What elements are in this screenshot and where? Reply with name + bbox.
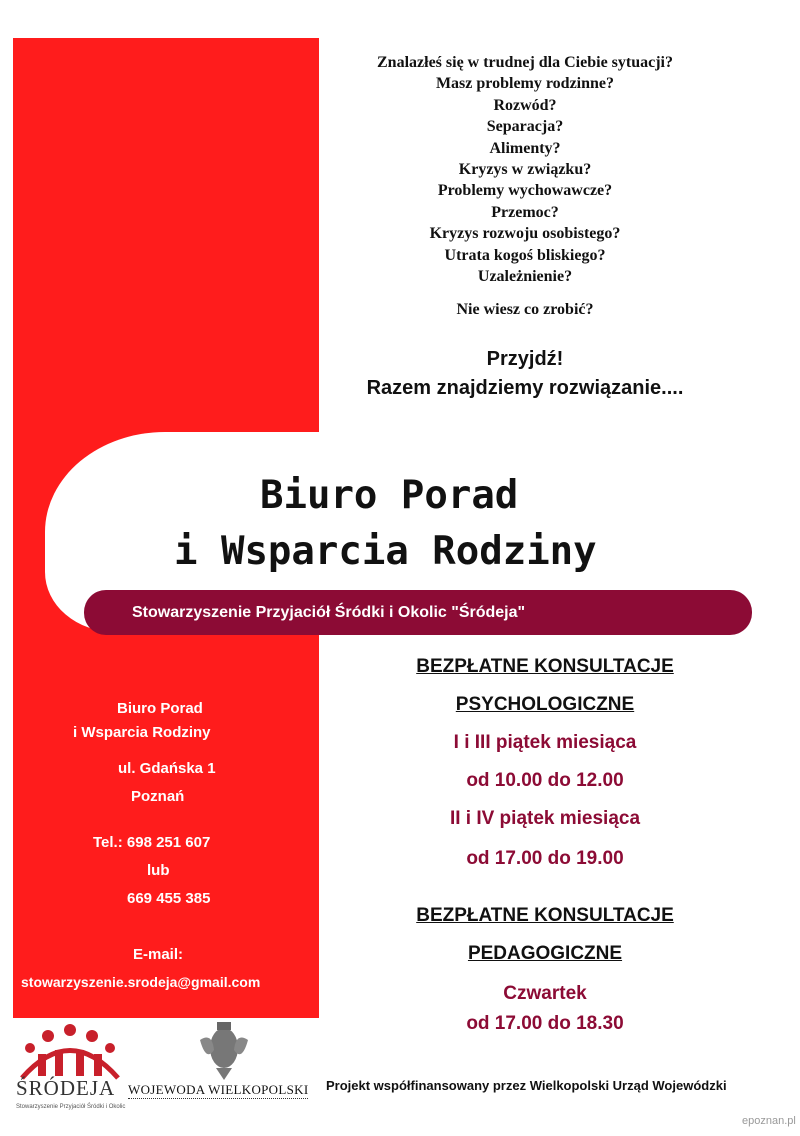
question-line: Kryzys rozwoju osobistego? [429, 225, 621, 243]
question-line: Alimenty? [489, 139, 561, 157]
srodeja-logo-icon [0, 1018, 330, 1131]
contact-email-label: E-mail: [133, 946, 184, 963]
ped-time: od 17.00 do 18.30 [466, 1013, 624, 1034]
footer-logos [0, 1018, 330, 1131]
cta-line-2: Razem znajdziemy rozwiązanie.... [366, 377, 684, 399]
contact-name-1: Biuro Porad [117, 700, 203, 717]
question-line: Znalazłeś się w trudnej dla Ciebie sytuacji? [377, 54, 673, 71]
psych-day-2: II i IV piątek miesiąca [449, 808, 641, 829]
question-line: Przemoc? [491, 203, 559, 221]
question-line: Utrata kogoś bliskiego? [444, 246, 606, 264]
contact-city: Poznań [131, 788, 185, 805]
contact-street: ul. Gdańska 1 [118, 760, 216, 777]
ped-day: Czwartek [503, 983, 587, 1004]
project-note: Projekt współfinansowany przez Wielkopolski Urząd Wojewódzki [326, 1078, 727, 1093]
watermark: epoznan.pl [742, 1115, 796, 1127]
contact-name-2: i Wsparcia Rodziny [73, 724, 211, 741]
question-line: Separacja? [486, 118, 564, 136]
psych-time-1: od 10.00 do 12.00 [466, 770, 624, 791]
wojewoda-label: WOJEWODA WIELKOPOLSKI [128, 1082, 309, 1097]
cta-line-1: Przyjdź! [486, 348, 564, 370]
call-to-action [325, 345, 725, 403]
srodeja-logo-text: ŚRÓDEJA [16, 1076, 116, 1100]
contact-or: lub [147, 862, 170, 879]
contact-email[interactable]: stowarzyszenie.srodeja@gmail.com [21, 974, 261, 990]
eagle-emblem-icon [200, 1022, 248, 1080]
question-line: Masz problemy rodzinne? [435, 75, 615, 93]
srodeja-logo-subtitle: Stowarzyszenie Przyjaciół Śródki i Okolic [16, 1104, 126, 1110]
contact-phone: Tel.: 698 251 607 [93, 834, 211, 851]
psych-header-1: BEZPŁATNE KONSULTACJE [416, 656, 674, 677]
psych-header-2: PSYCHOLOGICZNE [455, 694, 635, 715]
association-banner [84, 590, 752, 635]
question-final: Nie wiesz co zrobić? [456, 301, 594, 319]
contact-phone-2: 669 455 385 [127, 890, 211, 907]
main-title [150, 468, 730, 580]
psych-time-2: od 17.00 do 19.00 [466, 848, 624, 869]
question-line: Rozwód? [493, 96, 557, 114]
psych-day-1: I i III piątek miesiąca [453, 732, 637, 753]
banner-text: Stowarzyszenie Przyjaciół Śródki i Okolic "Śródeja" [132, 604, 526, 621]
question-line: Uzależnienie? [477, 268, 573, 286]
question-line: Kryzys w związku? [458, 161, 592, 179]
questions-block [330, 52, 720, 321]
ped-header-1: BEZPŁATNE KONSULTACJE [416, 905, 674, 926]
title-line-2: i Wsparcia Rodziny [174, 529, 597, 574]
title-line-1: Biuro Porad [260, 473, 519, 518]
question-line: Problemy wychowawcze? [437, 182, 613, 200]
ped-header-2: PEDAGOGICZNE [467, 943, 623, 964]
